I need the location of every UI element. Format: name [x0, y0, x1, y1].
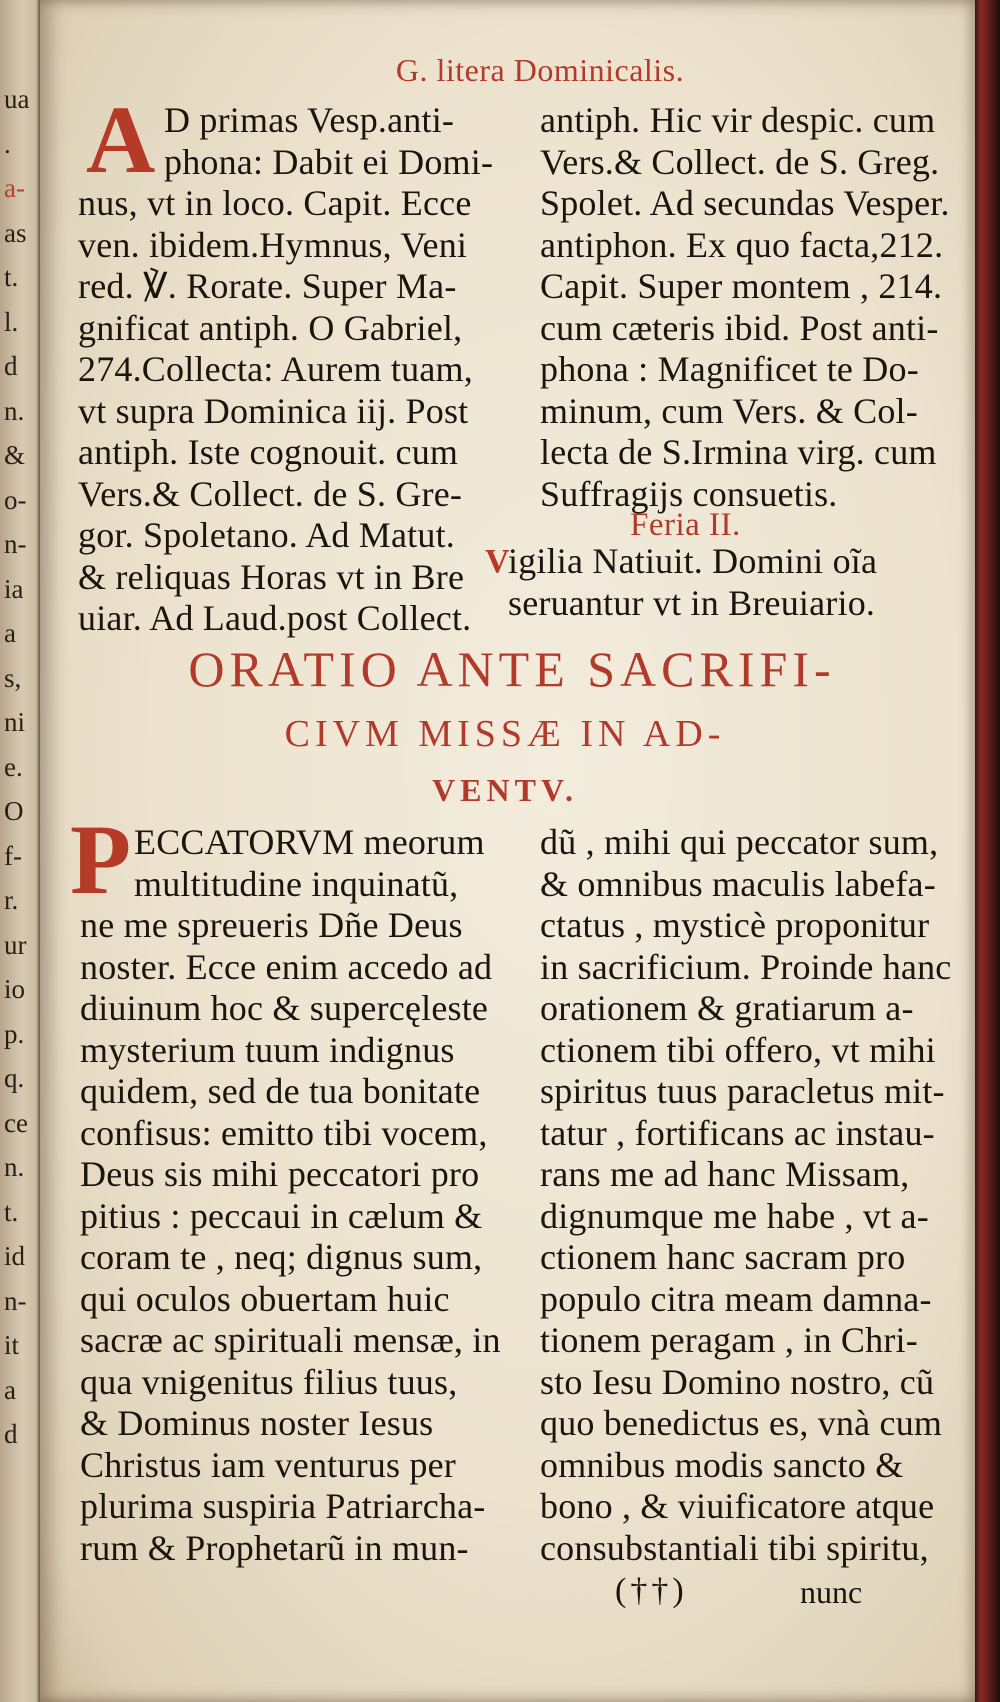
prev-page-fragment: ni [4, 707, 26, 737]
text-line: Suffragijs consuetis. [540, 473, 838, 514]
text-line: cum cæteris ibid. Post anti- [540, 307, 939, 348]
text-line: quo benedictus es, vnà cum [540, 1403, 943, 1443]
text-line: Spolet. Ad secundas Vesper. [540, 183, 950, 223]
text-line: consubstantiali tibi spiritu, [540, 1527, 929, 1568]
text-line: rans me ad hanc Missam, [540, 1154, 910, 1194]
text-line: ven. ibidem.Hymnus, Veni [78, 224, 468, 265]
text-line: & reliquas Horas vt in Bre [78, 556, 465, 597]
text-line: Vers.& Collect. de S. Greg. [540, 141, 940, 182]
oratio-title-line-3: VENTV. [432, 772, 578, 808]
text-line: coram te , neq; dignus sum, [80, 1237, 483, 1277]
oratio-title-line-2: CIVM MISSÆ IN AD- [284, 713, 726, 755]
text-line: populo citra meam damna- [540, 1278, 932, 1319]
text-line: seruantur vt in Breuiario. [508, 582, 876, 623]
text-line: confisus: emitto tibi vocem, [80, 1112, 488, 1153]
prev-page-fragment: a [4, 1374, 16, 1405]
text-line: tionem peragam , in Chri- [540, 1320, 918, 1360]
text-line: nus, vt in loco. Capit. Ecce [78, 183, 472, 223]
text-line: mysterium tuum indignus [80, 1029, 455, 1070]
text-line: antiphon. Ex quo facta,212. [540, 224, 944, 265]
text-line: dũ , mihi qui peccator sum, [540, 822, 939, 862]
text-line: ctionem tibi offero, vt mihi [540, 1029, 936, 1070]
prev-page-fragment: d [4, 351, 18, 381]
prev-page-fragment: n- [4, 529, 27, 559]
text-line: dignumque me habe , vt a- [540, 1195, 929, 1236]
text-line: sto Iesu Domino nostro, cũ [540, 1361, 935, 1402]
text-line: Capit. Super montem , 214. [540, 266, 943, 306]
text-line: Vers.& Collect. de S. Gre- [78, 473, 463, 514]
text-line: D primas Vesp.anti- [164, 100, 455, 140]
drop-cap-p: P [70, 804, 132, 915]
oratio-left-column [74, 822, 514, 1569]
prev-page-fragment: it [4, 1330, 20, 1360]
text-line: ECCATORVM meorum [134, 822, 485, 862]
text-line: vt supra Dominica iij. Post [78, 390, 469, 431]
oratio-right-column [488, 822, 952, 1569]
text-line: qua vnigenitus filius tuus, [80, 1361, 458, 1402]
text-line: phona: Dabit ei Domi- [164, 141, 494, 182]
text-line: antiph. Iste cognouit. cum [78, 432, 459, 472]
text-line: plurima suspiria Patriarcha- [80, 1486, 486, 1526]
text-line: orationem & gratiarum a- [540, 988, 914, 1028]
prev-page-fragment: r. [4, 885, 19, 915]
text-line: sacræ ac spirituali mensæ, in [80, 1320, 501, 1360]
prev-page-fragment: ur [4, 929, 27, 960]
drop-cap-v: V [485, 543, 510, 580]
prev-page-fragment: a- [4, 173, 25, 203]
prev-page-fragment: t. [4, 1196, 19, 1227]
prev-page-fragment: as [4, 217, 27, 248]
text-line: qui oculos obuertam huic [80, 1278, 450, 1319]
running-head: G. litera Dominicalis. [395, 52, 685, 88]
text-line: minum, cum Vers. & Col- [540, 390, 918, 431]
text-line: rum & Prophetarũ in mun- [80, 1527, 469, 1568]
feria-heading: Feria II. [630, 507, 741, 543]
prev-page-fragment: n. [4, 1152, 25, 1182]
previous-page-edge [0, 0, 40, 1702]
text-line: red. ℣. Rorate. Super Ma- [78, 266, 457, 306]
text-line: ctionem hanc sacram pro [540, 1237, 906, 1277]
prev-page-fragment: p. [4, 1018, 25, 1049]
catchword: nunc [800, 1574, 863, 1610]
text-line: gnificat antiph. O Gabriel, [78, 307, 463, 348]
text-line: ctatus , mysticè proponitur [540, 905, 930, 945]
text-line: Deus sis mihi peccatori pro [80, 1154, 480, 1194]
drop-cap-a: A [86, 86, 156, 193]
text-line: Christus iam venturus per [80, 1444, 456, 1485]
prev-page-fragment: f- [4, 840, 22, 871]
feria-text [508, 541, 948, 624]
prev-page-fragment: t. [4, 262, 19, 292]
signature-mark: (††) [615, 1572, 688, 1609]
text-line: & omnibus maculis labefa- [540, 863, 936, 904]
prev-page-fragment: O [4, 796, 24, 826]
section1-left-column [74, 100, 514, 640]
prev-page-fragment: s, [4, 662, 22, 693]
prev-page-fragment: l. [4, 306, 19, 337]
prev-page-fragment: ce [4, 1107, 28, 1138]
text-line: spiritus tuus paracletus mit- [540, 1071, 945, 1111]
prev-page-fragment: o- [4, 484, 27, 515]
section1-right-column [488, 100, 948, 515]
book-page [40, 0, 975, 1702]
text-line: pitius : peccaui in cælum & [80, 1195, 483, 1236]
prev-page-fragment: e. [4, 751, 23, 782]
prev-page-fragment: io [4, 974, 26, 1004]
prev-page-fragment: n. [4, 395, 25, 426]
oratio-title-line-1: ORATIO ANTE SACRIFI- [188, 641, 836, 697]
prev-page-fragment: d [4, 1419, 18, 1449]
text-line: in sacrificium. Proinde hanc [540, 946, 952, 987]
page-edge [975, 0, 1000, 1702]
text-line: noster. Ecce enim accedo ad [80, 946, 493, 987]
text-line: bono , & viuificatore atque [540, 1486, 935, 1526]
text-line: igilia Natiuit. Domini oĩa [508, 541, 878, 581]
prev-page-fragment: ua [4, 84, 30, 114]
text-line: uiar. Ad Laud.post Collect. [78, 598, 472, 638]
prev-page-fragment: a [4, 618, 16, 648]
text-line: lecta de S.Irmina virg. cum [540, 432, 937, 472]
text-line: tatur , fortificans ac instau- [540, 1112, 935, 1153]
text-line: omnibus modis sancto & [540, 1444, 904, 1485]
prev-page-fragment: n- [4, 1285, 27, 1316]
text-line: quidem, sed de tua bonitate [80, 1071, 481, 1111]
text-line: ne me spreueris Dñe Deus [80, 905, 463, 945]
prev-page-fragment: q. [4, 1063, 25, 1093]
prev-page-fragment: id [4, 1241, 26, 1271]
text-line: gor. Spoletano. Ad Matut. [78, 515, 455, 555]
prev-page-fragment: ia [4, 573, 24, 604]
text-line: multitudine inquinatũ, [134, 863, 459, 904]
prev-page-fragment: . [4, 128, 11, 159]
text-line: 274.Collecta: Aurem tuam, [78, 349, 473, 389]
text-line: phona : Magnificet te Do- [540, 349, 919, 389]
text-line: antiph. Hic vir despic. cum [540, 100, 936, 140]
text-line: diuinum hoc & supercęleste [80, 988, 489, 1028]
text-line: & Dominus noster Iesus [80, 1403, 434, 1443]
prev-page-fragment: & [4, 440, 26, 470]
